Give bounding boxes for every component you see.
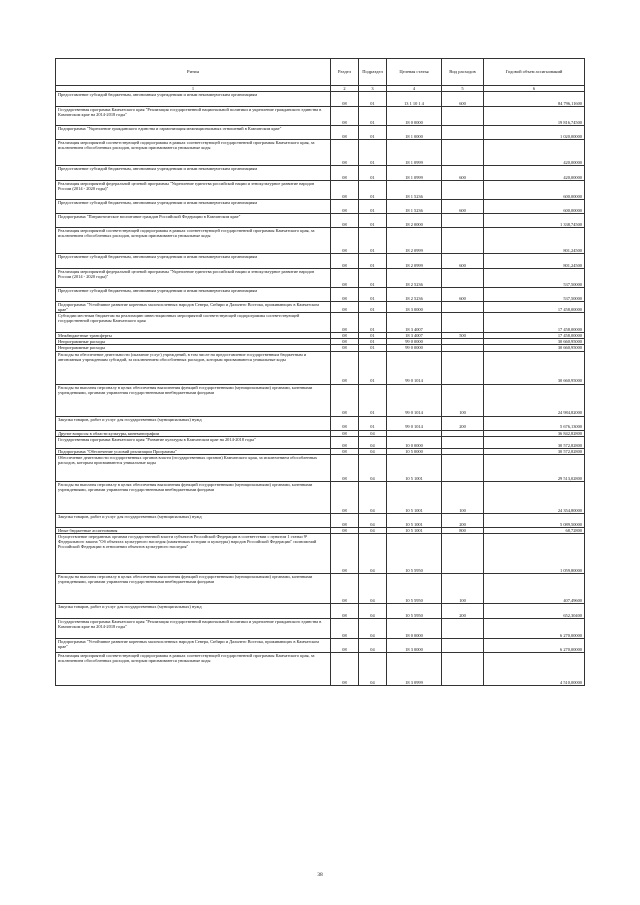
cell-razdel: 08 (331, 351, 359, 384)
cell-podrazdel: 01 (359, 92, 387, 107)
header-annual-amount: Годовой объем ассигнований (484, 59, 585, 86)
cell-podrazdel: 04 (359, 481, 387, 513)
cell-razdel: 08 (331, 181, 359, 200)
cell-expense-type (442, 618, 484, 638)
cell-annual-amount: 19 816,74500 (484, 107, 585, 126)
cell-name: Расходы на выплаты персоналу в целях обеспечения выполнения функций государственными (муниципальными) органами, казенными учреждениями, органами управления государственными внебюджетными фондами (56, 573, 331, 603)
cell-podrazdel: 01 (359, 254, 387, 269)
column-number: 1 (56, 86, 331, 92)
cell-annual-amount: 84 796,11600 (484, 92, 585, 107)
cell-razdel: 08 (331, 533, 359, 573)
cell-razdel: 08 (331, 254, 359, 269)
cell-razdel: 08 (331, 126, 359, 140)
cell-annual-amount: 24 354,80000 (484, 481, 585, 513)
cell-razdel: 08 (331, 269, 359, 288)
cell-name: Расходы на выплаты персоналу в целях обеспечения выполнения функций государственными (муниципальными) органами, казенными учреждениями, органами управления государственными внебюджетными фондами (56, 481, 331, 513)
cell-podrazdel: 01 (359, 351, 387, 384)
cell-name: Государственная программа Камчатского края "Развитие культуры в Камчатском крае на 2014-2018 годы" (56, 436, 331, 448)
cell-podrazdel: 04 (359, 652, 387, 685)
cell-expense-type: 600 (442, 200, 484, 214)
cell-target-article: 10 5 1001 (387, 513, 442, 527)
column-number: 2 (331, 86, 359, 92)
cell-target-article: 18 2 0999 (387, 228, 442, 254)
cell-name: Расходы на выплаты персоналу в целях обеспечения выполнения функций государственными (муниципальными) органами, казенными учреждениями, органами управления государственными внебюджетными фондами (56, 384, 331, 416)
table-row (56, 416, 585, 430)
cell-expense-type (442, 228, 484, 254)
cell-target-article: 18 1 5236 (387, 181, 442, 200)
cell-name: Предоставление субсидий бюджетным, автономным учреждениям и иным некоммерческим организациям (56, 288, 331, 302)
cell-annual-amount: 1 338,74500 (484, 214, 585, 228)
page-number: 38 (317, 872, 323, 878)
cell-expense-type (442, 269, 484, 288)
table-row (56, 638, 585, 652)
header-podrazdel: Подраздел (359, 59, 387, 86)
table-row (56, 92, 585, 107)
cell-name: Государственная программа Камчатского края "Реализация государственной национальной политики и укрепление гражданского единства в Камчатском крае на 2014-2018 годы" (56, 107, 331, 126)
cell-razdel: 08 (331, 603, 359, 618)
cell-expense-type (442, 126, 484, 140)
cell-annual-amount: 1 059,80000 (484, 533, 585, 573)
cell-expense-type: 200 (442, 513, 484, 527)
cell-target-article: 99 0 0000 (387, 339, 442, 345)
cell-target-article: 18 2 5236 (387, 269, 442, 288)
cell-razdel: 08 (331, 436, 359, 448)
table-row (56, 384, 585, 416)
table-row (56, 436, 585, 448)
cell-podrazdel: 01 (359, 302, 387, 313)
cell-razdel: 08 (331, 573, 359, 603)
cell-target-article: 18 2 5236 (387, 288, 442, 302)
cell-expense-type (442, 214, 484, 228)
cell-razdel: 08 (331, 339, 359, 345)
budget-table-page (55, 58, 584, 686)
cell-name: Государственная программа Камчатского края "Реализация государственной национальной политики и укрепление гражданского единства в Камчатском крае на 2014-2018 годы" (56, 618, 331, 638)
cell-annual-amount: 4 510,00000 (484, 652, 585, 685)
cell-razdel: 08 (331, 454, 359, 481)
cell-annual-amount: 5 089,50000 (484, 513, 585, 527)
cell-podrazdel: 01 (359, 181, 387, 200)
cell-razdel: 08 (331, 140, 359, 166)
cell-expense-type: 600 (442, 288, 484, 302)
cell-expense-type: 100 (442, 573, 484, 603)
cell-podrazdel: 01 (359, 288, 387, 302)
table-row (56, 351, 585, 384)
cell-podrazdel: 01 (359, 200, 387, 214)
cell-target-article: 99 0 1014 (387, 384, 442, 416)
cell-name: Другие вопросы в области культуры, кинематографии (56, 430, 331, 436)
header-expense-type: Вид расходов (442, 59, 484, 86)
cell-target-article: 10 5 5950 (387, 533, 442, 573)
cell-razdel: 08 (331, 481, 359, 513)
cell-name: Подпрограмма "Укрепление гражданского единства и гармонизация межнациональных отношений в Камчатском крае" (56, 126, 331, 140)
table-row (56, 166, 585, 181)
cell-target-article: 10 5 1001 (387, 454, 442, 481)
cell-podrazdel: 04 (359, 618, 387, 638)
header-razdel: Раздел (331, 59, 359, 86)
cell-podrazdel: 04 (359, 638, 387, 652)
table-row (56, 181, 585, 200)
cell-expense-type (442, 302, 484, 313)
cell-annual-amount: 801,24500 (484, 254, 585, 269)
cell-expense-type (442, 638, 484, 652)
cell-name: Реализация мероприятий соответствующей подпрограммы в рамках соответствующей государственной программы Камчатского края, за исключением обособленных расходов, которым присваиваются уникальные коды (56, 228, 331, 254)
cell-razdel: 08 (331, 345, 359, 351)
table-row (56, 533, 585, 573)
cell-annual-amount: 68,72800 (484, 527, 585, 533)
cell-expense-type: 100 (442, 384, 484, 416)
cell-expense-type (442, 181, 484, 200)
cell-annual-amount: 600,00000 (484, 181, 585, 200)
cell-razdel: 08 (331, 313, 359, 333)
cell-podrazdel: 04 (359, 603, 387, 618)
cell-target-article: 18 1 0999 (387, 140, 442, 166)
cell-target-article: 18 2 0000 (387, 214, 442, 228)
cell-expense-type: 200 (442, 416, 484, 430)
cell-podrazdel: 04 (359, 454, 387, 481)
cell-name: Подпрограмма "Устойчивое развитие коренных малочисленных народов Севера, Сибири и Дальнего Востока, проживающих в Камчатском крае" (56, 302, 331, 313)
table-row (56, 288, 585, 302)
table-row (56, 481, 585, 513)
table-row (56, 254, 585, 269)
cell-target-article: 10 5 5950 (387, 603, 442, 618)
cell-razdel: 08 (331, 214, 359, 228)
cell-annual-amount: 600,00000 (484, 200, 585, 214)
cell-target-article: 18 3 4007 (387, 313, 442, 333)
cell-name: Обеспечение деятельности государственных органов власти (государственных органов) Камчатского края, за исключением обособленных расходов, которым присваиваются уникальные коды (56, 454, 331, 481)
cell-name: Подпрограмма "Патриотическое воспитание граждан Российской Федерации в Камчатском крае" (56, 214, 331, 228)
cell-annual-amount: 1 020,00000 (484, 126, 585, 140)
cell-razdel: 08 (331, 288, 359, 302)
cell-name: Предоставление субсидий бюджетным, автономным учреждениям и иным некоммерческим организациям (56, 166, 331, 181)
cell-razdel: 08 (331, 618, 359, 638)
cell-target-article: 10 5 1001 (387, 527, 442, 533)
cell-target-article: 10 5 1001 (387, 481, 442, 513)
cell-name: Иные бюджетные ассигнования (56, 527, 331, 533)
cell-expense-type (442, 351, 484, 384)
cell-name: Предоставление субсидий бюджетным, автономным учреждениям и иным некоммерческим организациям (56, 254, 331, 269)
cell-expense-type (442, 436, 484, 448)
cell-podrazdel: 04 (359, 448, 387, 454)
cell-target-article: 18 3 0999 (387, 652, 442, 685)
table-header-row (56, 59, 585, 86)
cell-target-article: 18 3 0000 (387, 638, 442, 652)
cell-podrazdel: 04 (359, 573, 387, 603)
column-number: 6 (484, 86, 585, 92)
cell-name: Закупка товаров, работ и услуг для государственных (муниципальных) нужд (56, 416, 331, 430)
cell-podrazdel: 04 (359, 436, 387, 448)
cell-annual-amount: 17 458,00000 (484, 302, 585, 313)
cell-name: Расходы на обеспечение деятельности (оказание услуг) учреждений, в том числе на предоставление государственным бюджетным и автономным учреждениям субсидий, за исключением обособленных расходов, которым присваиваются уникальные коды (56, 351, 331, 384)
cell-podrazdel: 01 (359, 333, 387, 339)
cell-podrazdel: 01 (359, 384, 387, 416)
cell-razdel: 08 (331, 333, 359, 339)
cell-expense-type (442, 454, 484, 481)
budget-table (55, 58, 585, 686)
column-number: 3 (359, 86, 387, 92)
cell-razdel: 08 (331, 302, 359, 313)
column-number: 4 (387, 86, 442, 92)
cell-target-article: 99 0 0000 (387, 345, 442, 351)
cell-razdel: 08 (331, 92, 359, 107)
cell-podrazdel: 01 (359, 140, 387, 166)
cell-annual-amount: 30 660,95000 (484, 351, 585, 384)
cell-annual-amount: 537,50000 (484, 269, 585, 288)
cell-annual-amount: 420,00000 (484, 140, 585, 166)
cell-target-article: 99 0 1014 (387, 351, 442, 384)
cell-name: Межбюджетные трансферты (56, 333, 331, 339)
cell-target-article: 18 3 4007 (387, 333, 442, 339)
cell-annual-amount: 17 458,00000 (484, 333, 585, 339)
cell-expense-type: 600 (442, 254, 484, 269)
cell-podrazdel: 01 (359, 166, 387, 181)
cell-expense-type: 500 (442, 333, 484, 339)
cell-podrazdel: 04 (359, 430, 387, 436)
cell-expense-type (442, 107, 484, 126)
table-row (56, 573, 585, 603)
cell-razdel: 08 (331, 430, 359, 436)
cell-annual-amount: 537,50000 (484, 288, 585, 302)
header-target-article: Целевая статья (387, 59, 442, 86)
cell-razdel: 08 (331, 107, 359, 126)
cell-name: Непрограммные расходы (56, 339, 331, 345)
cell-podrazdel: 01 (359, 214, 387, 228)
cell-annual-amount: 652,30400 (484, 603, 585, 618)
cell-target-article: 99 0 1014 (387, 416, 442, 430)
cell-expense-type (442, 140, 484, 166)
cell-podrazdel: 01 (359, 228, 387, 254)
cell-target-article: 10 5 0000 (387, 448, 442, 454)
cell-annual-amount: 407,49600 (484, 573, 585, 603)
cell-podrazdel: 04 (359, 513, 387, 527)
header-name: Ритин (56, 59, 331, 86)
cell-target-article: 10 5 5950 (387, 573, 442, 603)
cell-podrazdel: 01 (359, 416, 387, 430)
cell-expense-type: 200 (442, 603, 484, 618)
cell-annual-amount: 30 572,82800 (484, 448, 585, 454)
table-row (56, 269, 585, 288)
cell-razdel: 08 (331, 384, 359, 416)
cell-annual-amount: 17 458,00000 (484, 313, 585, 333)
table-row (56, 618, 585, 638)
table-row (56, 228, 585, 254)
cell-podrazdel: 01 (359, 339, 387, 345)
cell-expense-type: 600 (442, 92, 484, 107)
cell-name: Реализация мероприятий федеральной целевой программы "Укрепление единства российской нации и этнокультурное развитие народов России (2014 - 2020 годы)" (56, 181, 331, 200)
cell-podrazdel: 01 (359, 313, 387, 333)
cell-annual-amount: 420,00000 (484, 166, 585, 181)
table-row (56, 126, 585, 140)
table-row (56, 302, 585, 313)
cell-annual-amount: 30 660,95000 (484, 345, 585, 351)
cell-podrazdel: 01 (359, 345, 387, 351)
column-number: 5 (442, 86, 484, 92)
cell-name: Реализация мероприятий соответствующей подпрограммы в рамках соответствующей государственной программы Камчатского края, за исключением обособленных расходов, которым присваиваются уникальные коды (56, 140, 331, 166)
cell-podrazdel: 01 (359, 269, 387, 288)
cell-name: Подпрограмма "Устойчивое развитие коренных малочисленных народов Севера, Сибири и Дальнего Востока, проживающих в Камчатском крае" (56, 638, 331, 652)
cell-podrazdel: 01 (359, 107, 387, 126)
cell-razdel: 08 (331, 200, 359, 214)
cell-target-article: 13 1 10 1 4 (387, 92, 442, 107)
cell-annual-amount: 24 984,82000 (484, 384, 585, 416)
cell-name: Предоставление субсидий бюджетным, автономным учреждениям и иным некоммерческим организациям (56, 92, 331, 107)
cell-razdel: 08 (331, 513, 359, 527)
cell-annual-amount: 30 660,95000 (484, 339, 585, 345)
cell-razdel: 08 (331, 416, 359, 430)
cell-name: Осуществление переданных органам государственной власти субъектов Российской Федерации в соответствии с пунктом 1 статьи 9¹ Федерального закона "Об объектах культурного наследия (памятниках истории и культуры) народов Российской Федерации" полномочий Российской Федерации в отношении объектов культурного наследия" (56, 533, 331, 573)
cell-razdel: 08 (331, 527, 359, 533)
table-row (56, 513, 585, 527)
cell-annual-amount: 6 270,00000 (484, 638, 585, 652)
cell-annual-amount: 6 270,00000 (484, 618, 585, 638)
cell-annual-amount: 801,24500 (484, 228, 585, 254)
cell-podrazdel: 04 (359, 533, 387, 573)
table-body (56, 92, 585, 686)
cell-annual-amount: 30 572,82800 (484, 436, 585, 448)
cell-target-article: 10 0 0000 (387, 436, 442, 448)
cell-name: Реализация мероприятий федеральной целевой программы "Укрепление единства российской нации и этнокультурное развитие народов России (2014 - 2020 годы)" (56, 269, 331, 288)
cell-target-article: 18 2 0999 (387, 254, 442, 269)
cell-name: Закупка товаров, работ и услуг для государственных (муниципальных) нужд (56, 513, 331, 527)
cell-name: Закупка товаров, работ и услуг для государственных (муниципальных) нужд (56, 603, 331, 618)
cell-expense-type: 600 (442, 166, 484, 181)
cell-target-article: 18 0 0000 (387, 107, 442, 126)
cell-name: Субсидии местным бюджетам на реализацию инвестиционных мероприятий соответствующей подпрограммы соответствующей государственной программы Камчатского края (56, 313, 331, 333)
cell-annual-amount: 36 842,82800 (484, 430, 585, 436)
table-row (56, 603, 585, 618)
table-row (56, 200, 585, 214)
cell-annual-amount: 5 676,13000 (484, 416, 585, 430)
cell-target-article: 18 1 5236 (387, 200, 442, 214)
cell-name: Подпрограмма "Обеспечение условий реализации Программы" (56, 448, 331, 454)
cell-razdel: 08 (331, 448, 359, 454)
cell-target-article: 18 0 0000 (387, 618, 442, 638)
table-row (56, 214, 585, 228)
table-row (56, 454, 585, 481)
table-row (56, 140, 585, 166)
table-row (56, 107, 585, 126)
cell-name: Реализация мероприятий соответствующей подпрограммы в рамках соответствующей государственной программы Камчатского края, за исключением обособленных расходов, которым присваиваются уникальные коды (56, 652, 331, 685)
cell-expense-type: 100 (442, 481, 484, 513)
cell-expense-type (442, 533, 484, 573)
cell-target-article: 18 3 0000 (387, 302, 442, 313)
table-row (56, 313, 585, 333)
cell-podrazdel: 04 (359, 527, 387, 533)
cell-razdel: 08 (331, 638, 359, 652)
cell-razdel: 08 (331, 166, 359, 181)
cell-target-article: 18 1 0999 (387, 166, 442, 181)
table-row (56, 652, 585, 685)
cell-razdel: 08 (331, 228, 359, 254)
cell-podrazdel: 01 (359, 126, 387, 140)
cell-expense-type (442, 313, 484, 333)
cell-target-article: 18 1 0000 (387, 126, 442, 140)
cell-expense-type: 800 (442, 527, 484, 533)
cell-name: Предоставление субсидий бюджетным, автономным учреждениям и иным некоммерческим организациям (56, 200, 331, 214)
cell-name: Непрограммные расходы (56, 345, 331, 351)
cell-annual-amount: 29 513,02800 (484, 454, 585, 481)
cell-razdel: 08 (331, 652, 359, 685)
cell-expense-type (442, 652, 484, 685)
